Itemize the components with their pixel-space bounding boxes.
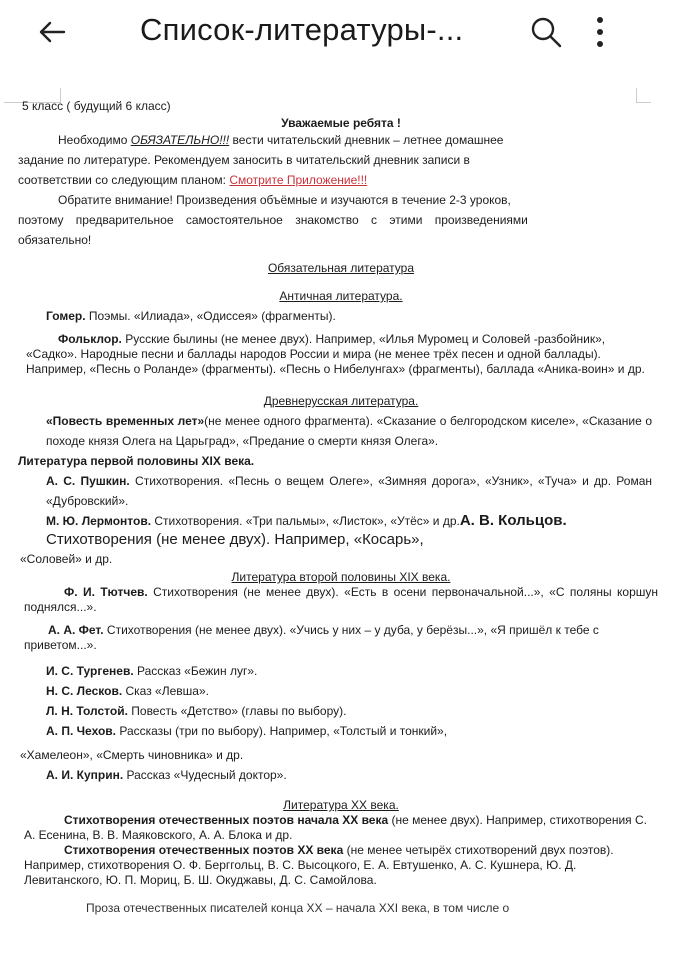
section-heading: Обязательная литература [267,261,415,275]
list-item: А. П. Чехов. Рассказы (три по выбору). Например, «Толстый и тонкий», [46,724,448,738]
list-item: «Соловей» и др. [20,552,113,566]
intro-paragraph: задание по литературе. Рекомендуем заносить в читательский дневник записи в [18,153,470,167]
list-item: Фольклор. Русские былины (не менее двух). Например, «Илья Муромец и Соловей -разбойник», «Садко». Народные песни и баллады народов России и мира (не менее трёх песен и одной баллады). Например, «Песнь о Роланде» (фрагменты). «Песнь о Нибелунгах» (фрагменты), баллада «Аника-воин» и др. [26,332,645,376]
arrow-left-icon[interactable] [34,14,70,50]
list-item: «Хамелеон», «Смерть чиновника» и др. [20,748,244,762]
list-item: И. С. Тургенев. Рассказ «Бежин луг». [46,664,258,678]
section-heading: Литература первой половины XIX века. [18,454,255,468]
list-item: А. И. Куприн. Рассказ «Чудесный доктор». [46,768,287,782]
grade-line: 5 класс ( будущий 6 класс) [22,99,171,113]
list-item: Гомер. Поэмы. «Илиада», «Одиссея» (фрагменты). [46,309,336,323]
list-item: «Повесть временных лет»(не менее одного фрагмента). «Сказание о белгородском киселе», «Сказание о походе князя Олега на Царьград», «Предание о смерти князя Олега». [46,414,652,448]
section-heading: Литература второй половины XIX века. [231,570,451,584]
search-icon[interactable] [528,14,564,50]
list-item: А. С. Пушкин. Стихотворения. «Песнь о вещем Олеге», «Зимняя дорога», «Узник», «Туча» и др. Роман «Дубровский». [46,474,653,508]
section-heading: Литература XX века. [283,798,399,812]
list-item: Л. Н. Толстой. Повесть «Детство» (главы по выбору). [46,704,347,718]
attention-paragraph: обязательно! [18,233,92,247]
list-item: Стихотворения (не менее двух). Например, «Косарь», [46,531,424,548]
list-item: А. А. Фет. Стихотворения (не менее двух). «Учись у них – у дуба, у берёзы...», «Я пришёл к тебе с приветом...». [24,623,599,652]
section-heading: Античная литература. [279,289,403,303]
more-vert-icon[interactable] [590,12,610,52]
attention-paragraph: Обратите внимание! Произведения объёмные и изучаются в течение 2-3 уроков, [58,193,511,207]
app-bar [0,0,682,68]
list-item: Стихотворения отечественных поэтов XX века (не менее четырёх стихотворений двух поэтов). Например, стихотворения О. Ф. Берггольц, В. С. Высоцкого, Е. А. Евтушенко, А. С. Кушнера, Ю. Д. Левитанского, Ю. П. Мориц, Б. Ш. Окуджавы, Д. С. Самойлова. [24,843,614,887]
list-item: Н. С. Лесков. Сказ «Левша». [46,684,209,698]
list-item: Проза отечественных писателей конца XX – начала XXI века, в том числе о [86,901,510,915]
document-title: Список-литературы-... [140,12,464,47]
intro-paragraph: соответствии со следующим планом: Смотрите Приложение!!! [18,173,368,187]
greeting: Уважаемые ребята ! [281,116,401,130]
intro-paragraph: Необходимо ОБЯЗАТЕЛЬНО!!! вести читательский дневник – летнее домашнее [58,133,504,147]
attention-paragraph: поэтому предварительное самостоятельное знакомство с этими произведениями [18,213,528,227]
list-item: Ф. И. Тютчев. Стихотворения (не менее двух). «Есть в осени первоначальной...», «С поляны коршун поднялся...». [24,585,658,614]
list-item: Стихотворения отечественных поэтов начала XX века (не менее двух). Например, стихотворения С. А. Есенина, В. В. Маяковского, А. А. Блока и др. [24,813,647,842]
section-heading: Древнерусская литература. [263,394,419,408]
list-item: М. Ю. Лермонтов. Стихотворения. «Три пальмы», «Листок», «Утёс» и др.А. В. Кольцов. [46,512,567,529]
appendix-link[interactable]: Смотрите Приложение!!! [229,173,368,187]
document-page[interactable] [0,96,682,969]
